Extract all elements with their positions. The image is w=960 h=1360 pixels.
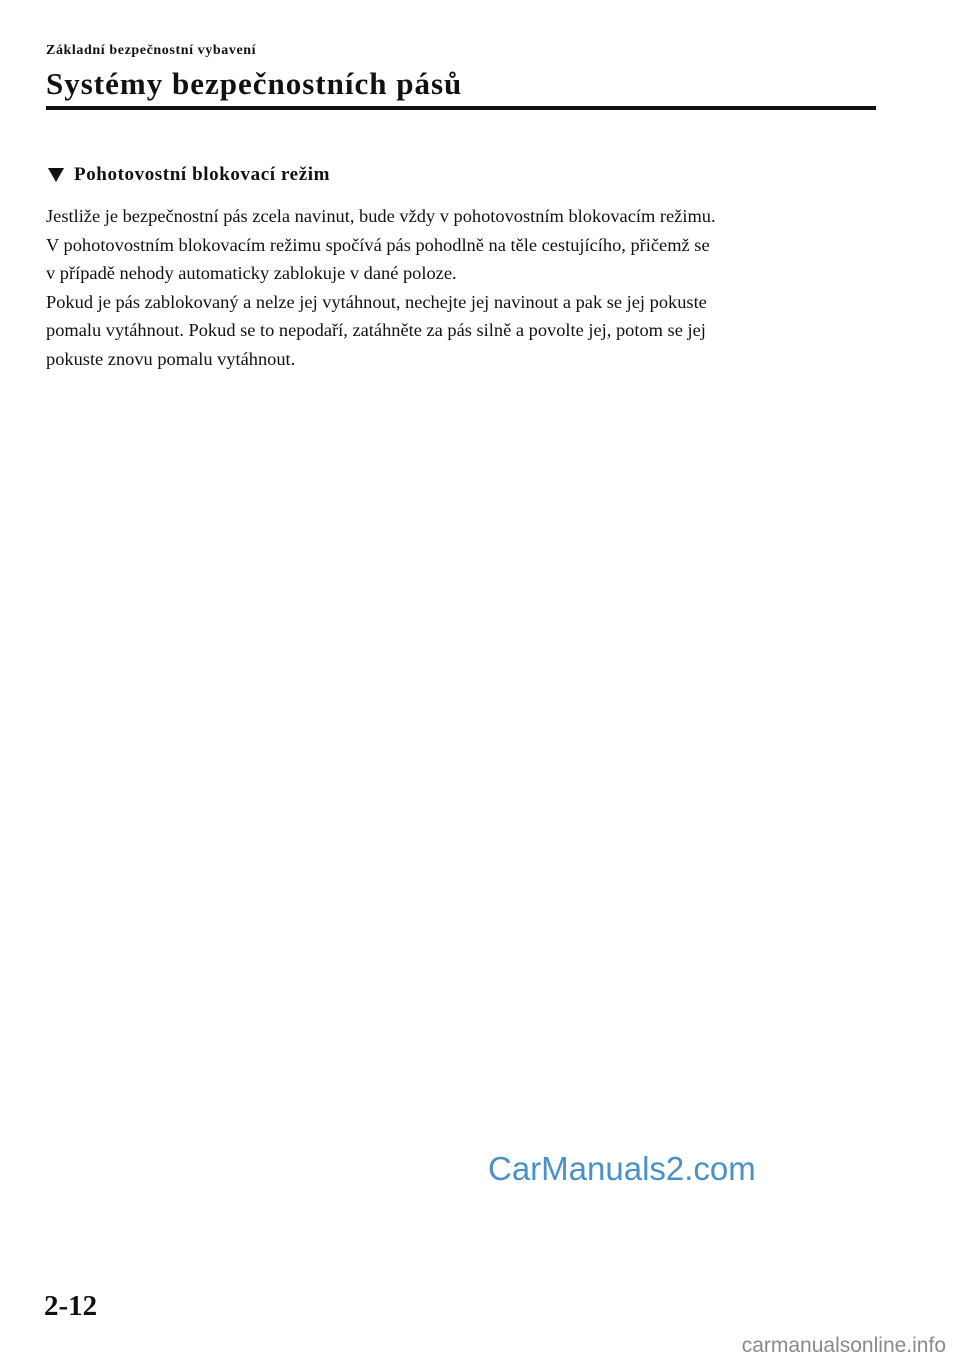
paragraph-line: pokuste znovu pomalu vytáhnout.	[46, 348, 296, 369]
paragraph-line: Jestliže je bezpečnostní pás zcela navinut, bude vždy v pohotovostním blokovacím režimu.	[46, 206, 716, 226]
subsection-heading	[46, 162, 866, 188]
page-number: 2-12	[44, 1290, 98, 1322]
paragraph-line: V pohotovostním blokovacím režimu spočívá pás pohodlně na těle cestujícího, přičemž se	[46, 234, 710, 255]
body-text	[46, 202, 866, 373]
page-title: Systémy bezpečnostních pásů	[46, 66, 463, 101]
down-triangle-icon	[48, 168, 64, 182]
paragraph-line: v případě nehody automaticky zablokuje v dané poloze.	[46, 263, 457, 283]
section-label: Základní bezpečnostní vybavení	[46, 43, 257, 58]
watermark-logo: CarManuals2.com	[488, 1150, 756, 1187]
page-header	[46, 42, 876, 104]
paragraph-line: Pokud je pás zablokovaný a nelze jej vytáhnout, nechejte jej navinout a pak se jej pokuste	[46, 291, 707, 312]
main-content	[46, 162, 866, 373]
footer-site-text: carmanualsonline.info	[741, 1334, 946, 1357]
title-divider	[46, 106, 876, 110]
subsection-heading-text: Pohotovostní blokovací režim	[74, 164, 331, 185]
paragraph-line: pomalu vytáhnout. Pokud se to nepodaří, zatáhněte za pás silně a povolte jej, potom se jej	[46, 320, 706, 340]
